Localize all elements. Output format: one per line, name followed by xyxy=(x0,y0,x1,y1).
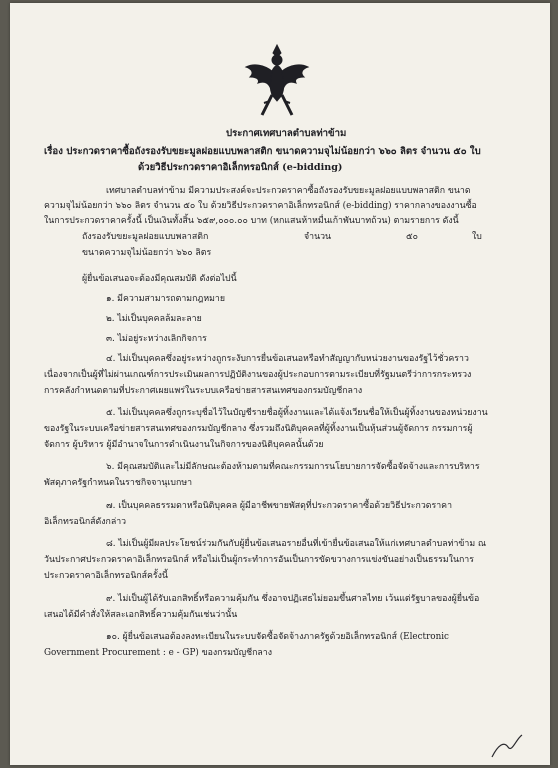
qualification-9-line-2: เสนอได้มีคำสั่งให้สละเอกสิทธิ์ความคุ้มกันเช่นว่านั้น xyxy=(44,610,238,620)
qualification-4-line-1: ๔. ไม่เป็นบุคคลซึ่งอยู่ระหว่างถูกระงับการยื่นข้อเสนอหรือทำสัญญากับหน่วยงานของรัฐไว้ชั่วคราว xyxy=(106,354,469,364)
subject-line-1: เรื่อง ประกวดราคาซื้อถังรองรับขยะมูลฝอยแบบพลาสติก ขนาดความจุไม่น้อยกว่า ๖๖๐ ลิตร จำนวน ๕๐ ใบ xyxy=(44,146,481,157)
qualification-3: ๓. ไม่อยู่ระหว่างเลิกกิจการ xyxy=(106,334,207,344)
qualification-7-line-2: อิเล็กทรอนิกส์ดังกล่าว xyxy=(44,517,127,527)
item-spec: ขนาดความจุไม่น้อยกว่า ๖๖๐ ลิตร xyxy=(82,248,212,258)
qualification-6-line-1: ๖. มีคุณสมบัติและไม่มีลักษณะต้องห้ามตามที่คณะกรรมการนโยบายการจัดซื้อจัดจ้างและการบริหาร xyxy=(106,462,480,472)
qualification-10-line-2: Government Procurement : e - GP) ของกรมบัญชีกลาง xyxy=(44,648,273,658)
qualification-6-line-2: พัสดุภาครัฐกำหนดในราชกิจจานุเบกษา xyxy=(44,478,193,488)
qualification-1: ๑. มีความสามารถตามกฎหมาย xyxy=(106,294,226,304)
qualification-10-line-1: ๑๐. ผู้ยื่นข้อเสนอต้องลงทะเบียนในระบบจัดซื้อจัดจ้างภาครัฐด้วยอิเล็กทรอนิกส์ (Electronic xyxy=(106,632,449,642)
qualification-4-line-3: การคลังกำหนดตามที่ประกาศเผยแพร่ในระบบเครือข่ายสารสนเทศของกรมบัญชีกลาง xyxy=(44,386,363,396)
qualification-8-line-3: ประกวดราคาอิเล็กทรอนิกส์ครั้งนี้ xyxy=(44,571,168,581)
item-qty-label: จำนวน xyxy=(304,232,332,242)
qualification-8-line-1: ๘. ไม่เป็นผู้มีผลประโยชน์ร่วมกันกับผู้ยื่นข้อเสนอรายอื่นที่เข้ายื่นข้อเสนอให้แก่เทศบาลตำบลท่าข้าม ณ xyxy=(106,539,487,549)
agency-title: ประกาศเทศบาลตำบลท่าข้าม xyxy=(226,128,347,139)
item-unit: ใบ xyxy=(472,232,482,242)
qualification-4-line-2: เนื่องจากเป็นผู้ที่ไม่ผ่านเกณฑ์การประเมินผลการปฏิบัติงานของผู้ประกอบการตามระเบียบที่รัฐมนตรีว่าการกระทรวง xyxy=(44,370,472,380)
qualification-7-line-1: ๗. เป็นบุคคลธรรมดาหรือนิติบุคคล ผู้มีอาชีพขายพัสดุที่ประกวดราคาซื้อด้วยวิธีประกวดราคา xyxy=(106,501,453,511)
qualification-5-line-3: จัดการ ผู้บริหาร ผู้มีอำนาจในการดำเนินงานในกิจการของนิติบุคคลนั้นด้วย xyxy=(44,440,324,450)
qualifications-heading: ผู้ยื่นข้อเสนอจะต้องมีคุณสมบัติ ดังต่อไปนี้ xyxy=(82,274,237,284)
subject-line-2: ด้วยวิธีประกวดราคาอิเล็กทรอนิกส์ (e-bidding) xyxy=(138,162,343,173)
item-name: ถังรองรับขยะมูลฝอยแบบพลาสติก xyxy=(82,232,209,242)
qualification-2: ๒. ไม่เป็นบุคคลล้มละลาย xyxy=(106,314,202,324)
qualification-5-line-1: ๕. ไม่เป็นบุคคลซึ่งถูกระบุชื่อไว้ในบัญชีรายชื่อผู้ทิ้งงานและได้แจ้งเวียนชื่อให้เป็นผู้ทิ้งงานของหน่วยงาน xyxy=(106,408,488,418)
qualification-8-line-2: วันประกาศประกวดราคาอิเล็กทรอนิกส์ หรือไม่เป็นผู้กระทำการอันเป็นการขัดขวางการแข่งขันอย่างเป็นธรรมในการ xyxy=(44,555,474,565)
qualification-5-line-2: ของรัฐในระบบเครือข่ายสารสนเทศของกรมบัญชีกลาง ซึ่งรวมถึงนิติบุคคลที่ผู้ทิ้งงานเป็นหุ้นส่วนผู้จัดการ กรรมการผู้ xyxy=(44,424,473,434)
garuda-emblem-icon xyxy=(242,43,312,117)
qualification-9-line-1: ๙. ไม่เป็นผู้ได้รับเอกสิทธิ์หรือความคุ้มกัน ซึ่งอาจปฏิเสธไม่ยอมขึ้นศาลไทย เว้นแต่รัฐบาลของผู้ยื่นข้อ xyxy=(106,594,480,604)
intro-line-2: ความจุไม่น้อยกว่า ๖๖๐ ลิตร จำนวน ๕๐ ใบ ด้วยวิธีประกวดราคาอิเล็กทรอนิกส์ (e-bidding) ราคากลางของงานซื้อ xyxy=(44,201,477,211)
intro-line-3: ในการประกวดราคาครั้งนี้ เป็นเงินทั้งสิ้น ๖๕๙,๐๐๐.๐๐ บาท (หกแสนห้าหมื่นเก้าพันบาทถ้วน) ตามรายการ ดังนี้ xyxy=(44,216,459,226)
pen-mark-icon xyxy=(488,731,528,761)
document-page xyxy=(10,3,550,765)
item-qty: ๕๐ xyxy=(406,232,419,242)
intro-line-1: เทศบาลตำบลท่าข้าม มีความประสงค์จะประกวดราคาซื้อถังรองรับขยะมูลฝอยแบบพลาสติก ขนาด xyxy=(106,186,471,196)
